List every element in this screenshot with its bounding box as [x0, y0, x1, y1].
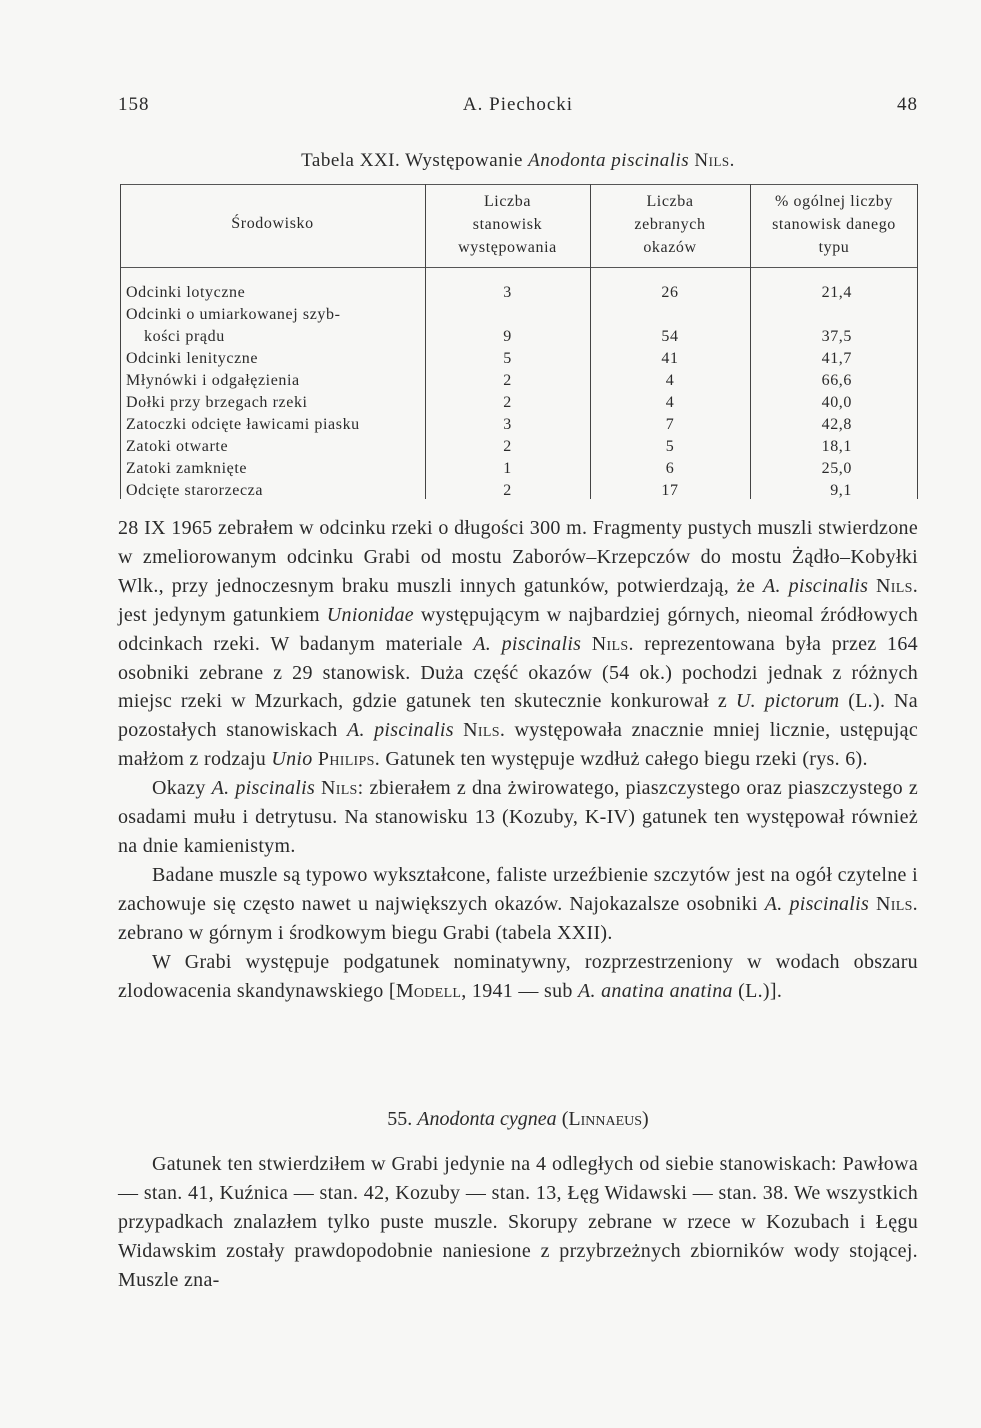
paragraph: Okazy A. piscinalis Nils: zbierałem z dna żwirowatego, piaszczystego oraz piaszczystego z osadami mułu i detrytusu. Na stanowisku 13 (Kozuby, K-IV) gatunek ten występował również na dnie kamienistym.	[118, 777, 919, 857]
table-row: Dołki przy brzegach rzeki 2 4 40,0	[126, 394, 852, 411]
table-row: kości prądu 9 54 37,5	[144, 328, 852, 345]
caption-species: Anodonta piscinalis	[528, 150, 690, 171]
paragraph: Gatunek ten stwierdziłem w Grabi jedynie na 4 odległych od siebie stanowiskach: Pawłowa — stan. 41, Kuźnica — stan. 42, Kozuby — stan. 13, Łęg Widawski — stan. 38. We wszystkich przypadkach znalazłem tylko puste muszle. Skorupy zebrane w rzece w Kozubach i Łęgu Widawskim zostały prawdopodobnie naniesione z przybrzeżnych zbiorników wody stojącej. Muszle zna-	[118, 1153, 918, 1291]
caption-authority: Nils.	[694, 150, 735, 171]
body-text-lower	[118, 1150, 918, 1295]
table-row: Młynówki i odgałęzienia 2 4 66,6	[126, 372, 852, 389]
paragraph: W Grabi występuje podgatunek nominatywny, rozprzestrzeniony w wodach obszaru zlodowacenia skandynawskiego [Modell, 1941 — sub A. anatina anatina (L.)].	[118, 950, 918, 1002]
table-row: Zatoki zamknięte 1 6 25,0	[126, 460, 852, 477]
page-number: 158	[118, 94, 150, 115]
table-caption	[118, 150, 918, 172]
table-row: Zatoki otwarte 2 5 18,1	[126, 438, 852, 455]
section-heading: 55. Anodonta cygnea (Linnaeus)	[387, 1108, 649, 1130]
volume-number: 48	[897, 94, 918, 115]
table-row: Zatoczki odcięte ławicami piasku 3 7 42,8	[126, 416, 852, 433]
table-top-rule	[120, 184, 918, 185]
running-head	[118, 94, 918, 118]
table-row: Odcinki o umiarkowanej szyb-	[126, 306, 341, 323]
running-author: A. Piechocki	[462, 94, 574, 115]
table-row: Odcinki lenityczne 5 41 41,7	[126, 350, 852, 367]
body-text-upper	[118, 514, 918, 1005]
paragraph: 28 IX 1965 zebrałem w odcinku rzeki o długości 300 m. Fragmenty pustych muszli stwierdzone w zmeliorowanym odcinku Grabi od mostu Zaborów–Krzepczów do mostu Żądło–Kobyłki Wlk., przy jednoczesnym braku muszli innych gatunków, potwierdzają, że A. piscinalis Nils. jest jedynym gatunkiem Unionidae występującym w najbardziej górnych, nieomal źródłowych odcinkach rzeki. W badanym materiale A. piscinalis Nils. reprezentowana była przez 164 osobniki zebrane z 29 stanowisk. Duża część okazów (54 ok.) pochodzi jednak z różnych miejsc rzeki w Mzurkach, gdzie gatunek ten skutecznie konkurował z U. pictorum (L.). Na pozostałych stanowiskach A. piscinalis Nils. występowała znacznie mniej licznie, ustępując małżom z rodzaju Unio Philips. Gatunek ten występuje wzdłuż całego biegu rzeki (rys. 6).	[118, 517, 918, 771]
table-row: Odcięte starorzecza 2 17 9,1	[126, 482, 852, 499]
header-specimen-count: Liczba zebranych okazów	[634, 193, 706, 256]
caption-prefix: Tabela XXI. Występowanie	[301, 150, 523, 171]
header-station-count: Liczba stanowisk występowania	[458, 193, 557, 256]
paragraph: Badane muszle są typowo wykształcone, faliste urzeźbienie szczytów jest na ogół czytelne i zachowuje się często nawet u największych okazów. Najokazalsze osobniki A. piscinalis Nils. zebrano w górnym i środkowym biegu Grabi (tabela XXII).	[118, 863, 918, 944]
occurrence-table	[120, 184, 918, 499]
table-row: Odcinki lotyczne 3 26 21,4	[126, 284, 852, 301]
table-header-rule	[120, 267, 918, 268]
header-percent: % ogólnej liczby stanowisk danego typu	[772, 193, 896, 256]
header-environment: Środowisko	[231, 215, 314, 232]
